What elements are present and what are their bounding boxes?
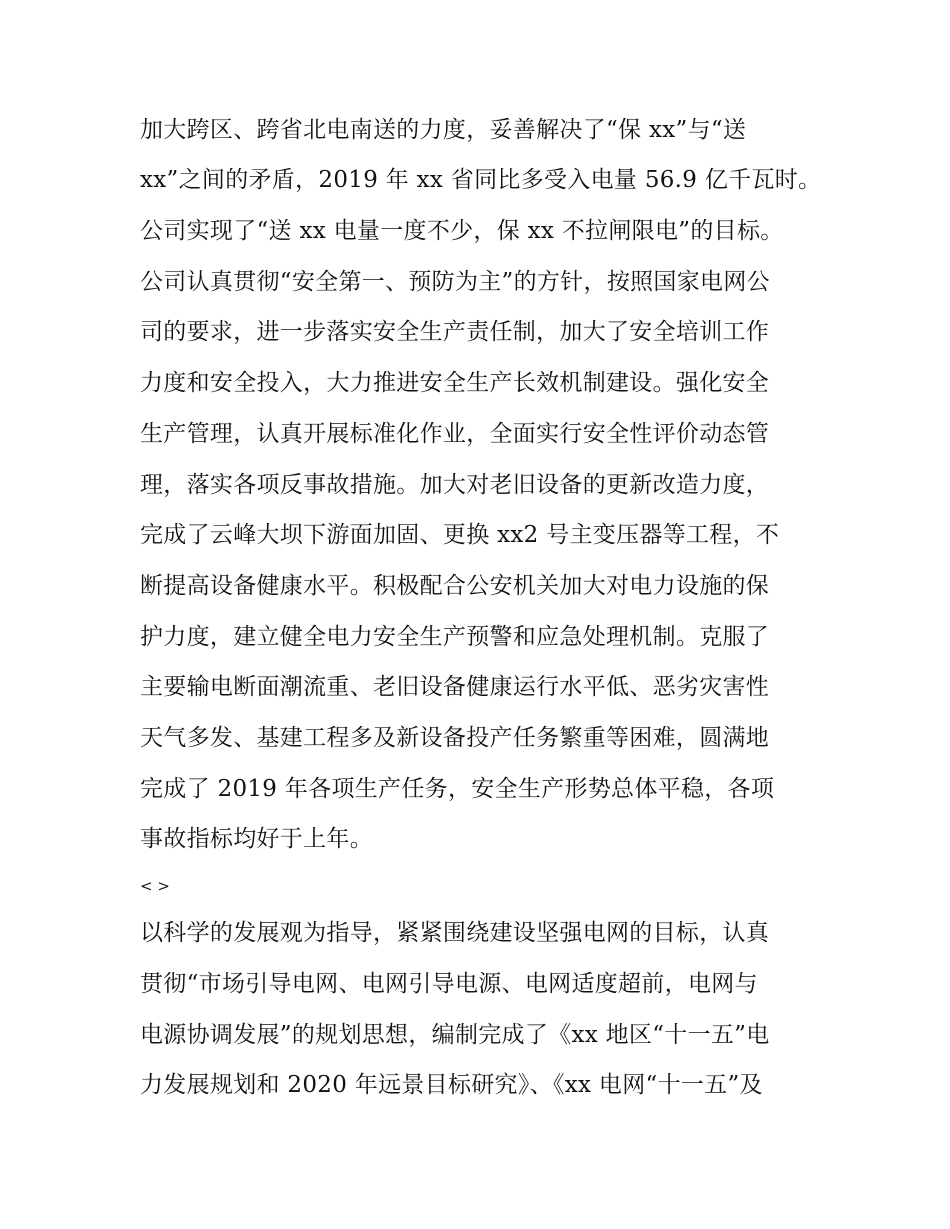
text-line: 力度和安全投入，大力推进安全生产长效机制建设。强化安全 bbox=[140, 370, 770, 396]
text-line: 主要输电断面潮流重、老旧设备健康运行水平低、恶劣灾害性 bbox=[140, 674, 770, 700]
section-marker: < > bbox=[140, 877, 170, 895]
text-line: 公司认真贯彻“安全第一、预防为主”的方针，按照国家电网公 bbox=[140, 269, 770, 295]
text-line: 加大跨区、跨省北电南送的力度，妥善解决了“保 xx”与“送 bbox=[140, 117, 747, 143]
text-line: 断提高设备健康水平。积极配合公安机关加大对电力设施的保 bbox=[140, 573, 770, 599]
text-line: 护力度，建立健全电力安全生产预警和应急处理机制。克服了 bbox=[140, 624, 770, 650]
text-line: 司的要求，进一步落实安全生产责任制，加大了安全培训工作 bbox=[140, 319, 770, 345]
text-line: 天气多发、基建工程多及新设备投产任务繁重等困难，圆满地 bbox=[140, 725, 770, 751]
text-line: 完成了 2019 年各项生产任务，安全生产形势总体平稳，各项 bbox=[140, 776, 775, 802]
text-line: 贯彻“市场引导电网、电网引导电源、电网适度超前，电网与 bbox=[140, 971, 758, 997]
text-line: 完成了云峰大坝下游面加固、更换 xx2 号主变压器等工程，不 bbox=[140, 522, 780, 548]
text-line: 电源协调发展”的规划思想，编制完成了《xx 地区“十一五”电 bbox=[140, 1022, 770, 1048]
text-line: 力发展规划和 2020 年远景目标研究》、《xx 电网“十一五”及 bbox=[140, 1072, 763, 1098]
text-line: xx”之间的矛盾，2019 年 xx 省同比多受入电量 56.9 亿千瓦时。 bbox=[140, 167, 822, 193]
text-line: 事故指标均好于上年。 bbox=[140, 826, 373, 852]
text-line: 公司实现了“送 xx 电量一度不少，保 xx 不拉闸限电”的目标。 bbox=[140, 218, 784, 244]
text-line: 理，落实各项反事故措施。加大对老旧设备的更新改造力度， bbox=[140, 472, 770, 498]
text-line: 生产管理，认真开展标准化作业，全面实行安全性评价动态管 bbox=[140, 421, 770, 447]
text-line: 以科学的发展观为指导，紧紧围绕建设坚强电网的目标，认真 bbox=[140, 920, 770, 946]
